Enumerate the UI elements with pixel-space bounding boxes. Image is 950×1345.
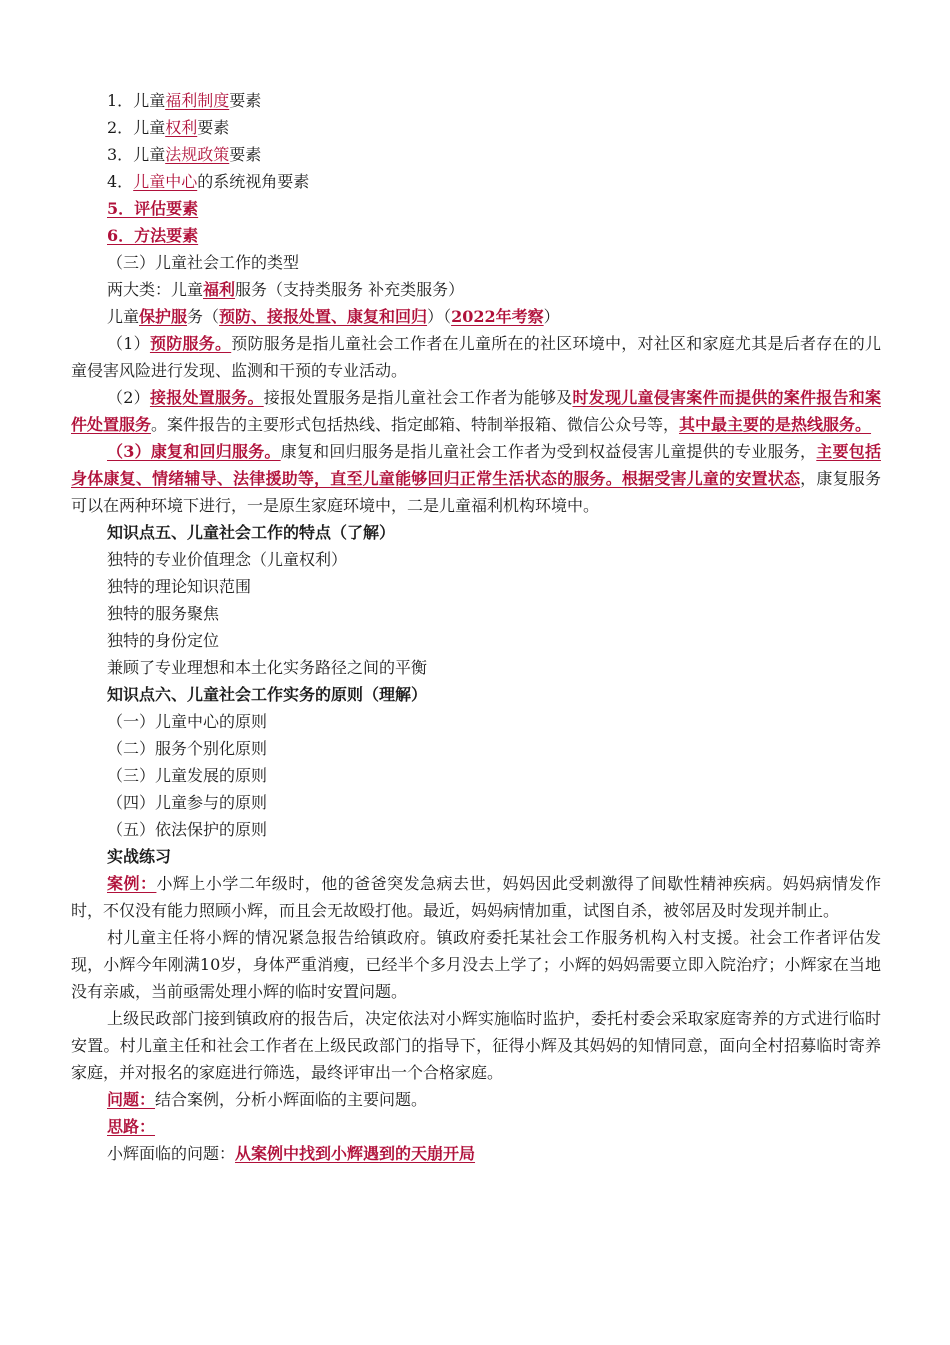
prevention-paragraph: （1）预防服务。预防服务是指儿童社会工作者在儿童所在的社区环境中，对社区和家庭尤其是后者存在的儿童侵害风险进行发现、监测和干预的专业活动。: [71, 334, 881, 380]
report-paragraph: （2）接报处置服务。接报处置服务是指儿童社会工作者为能够及时发现儿童侵害案件而提供的案件报告和案件处置服务。案件报告的主要形式包括热线、指定邮箱、特制举报箱、微信公众号等，其中最主要的是热线服务。: [71, 388, 881, 434]
list-item: 2．儿童权利要素: [107, 118, 230, 137]
kp5-item: 独特的服务聚焦: [107, 604, 220, 623]
case-paragraph-3: 上级民政部门接到镇政府的报告后，决定依法对小辉实施临时监护，委托村委会采取家庭寄养的方式进行临时安置。村儿童主任和社会工作者在上级民政部门的指导下，征得小辉及其妈妈的知情同意，面向全村招募临时寄养家庭，并对报名的家庭进行筛选，最终评审出一个合格家庭。: [71, 1009, 881, 1082]
recovery-paragraph: （3）康复和回归服务。康复和回归服务是指儿童社会工作者为受到权益侵害儿童提供的专业服务，主要包括身体康复、情绪辅导、法律援助等，直至儿童能够回归正常生活状态的服务。根据受害儿童的安置状态，康复服务可以在两种环境下进行，一是原生家庭环境中，二是儿童福利机构环境中。: [71, 442, 881, 515]
kp5-title: 知识点五、儿童社会工作的特点（了解）: [107, 523, 396, 542]
list-item: 3．儿童法规政策要素: [107, 145, 262, 164]
kp6-item: （三）儿童发展的原则: [107, 766, 268, 785]
list-item: 4．儿童中心的系统视角要素: [107, 172, 310, 191]
question: 问题：结合案例，分析小辉面临的主要问题。: [107, 1090, 428, 1109]
list-item: 1．儿童福利制度要素: [107, 91, 262, 110]
idea-label: 思路：: [107, 1117, 156, 1136]
kp6-item: （四）儿童参与的原则: [107, 793, 268, 812]
list-item-highlight: 5．评估要素: [107, 199, 199, 218]
document-page: [71, 87, 881, 1167]
kp6-item: （五）依法保护的原则: [107, 820, 268, 839]
kp5-item: 独特的身份定位: [107, 631, 220, 650]
kp6-title: 知识点六、儿童社会工作实务的原则（理解）: [107, 685, 428, 704]
kp5-item: 独特的专业价值理念（儿童权利）: [107, 550, 348, 569]
section-heading: （三）儿童社会工作的类型: [107, 253, 300, 272]
two-categories: 两大类：儿童福利服务（支持类服务 补充类服务）: [107, 280, 465, 299]
kp5-item: 兼顾了专业理想和本土化实务路径之间的平衡: [107, 658, 428, 677]
case-paragraph: 案例：小辉上小学二年级时，他的爸爸突发急病去世，妈妈因此受刺激得了间歇性精神疾病。妈妈病情发作时，不仅没有能力照顾小辉，而且会无故殴打他。最近，妈妈病情加重，试图自杀，被邻居及时发现并制止。: [71, 874, 881, 920]
final-line: 小辉面临的问题：从案例中找到小辉遇到的天崩开局: [107, 1144, 476, 1163]
kp6-item: （一）儿童中心的原则: [107, 712, 268, 731]
protection-services: 儿童保护服务（预防、接报处置、康复和回归）（2022年考察）: [107, 307, 560, 326]
case-paragraph-2: 村儿童主任将小辉的情况紧急报告给镇政府。镇政府委托某社会工作服务机构入村支援。社会工作者评估发现，小辉今年刚满10岁，身体严重消瘦，已经半个多月没去上学了；小辉的妈妈需要立即入院治疗；小辉家在当地没有亲戚，当前亟需处理小辉的临时安置问题。: [71, 928, 881, 1001]
kp5-item: 独特的理论知识范围: [107, 577, 252, 596]
practice-title: 实战练习: [107, 847, 172, 866]
list-item-highlight: 6．方法要素: [107, 226, 199, 245]
kp6-item: （二）服务个别化原则: [107, 739, 268, 758]
